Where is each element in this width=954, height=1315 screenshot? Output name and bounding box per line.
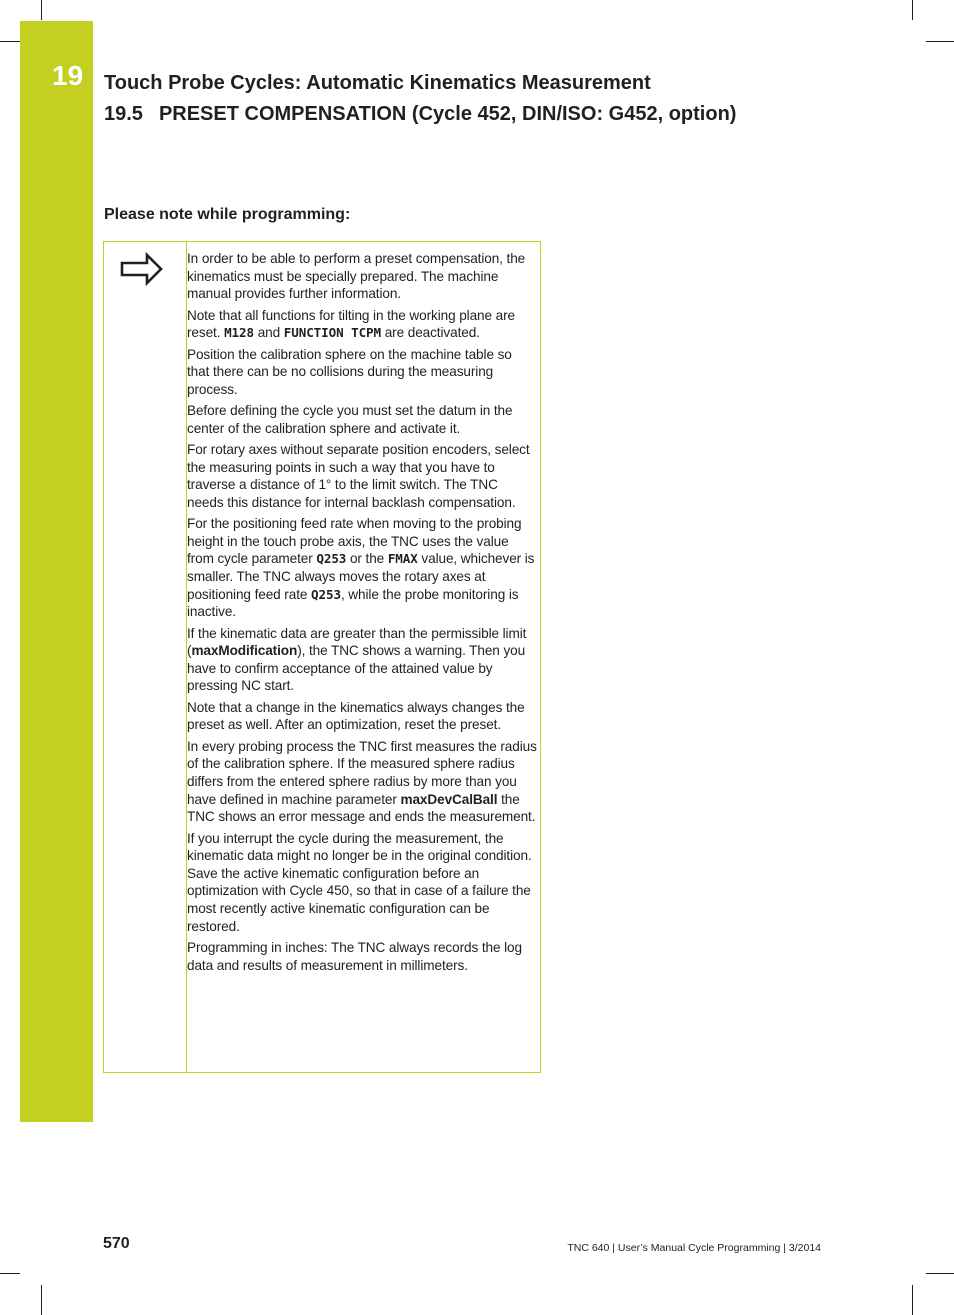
crop-mark bbox=[926, 41, 954, 42]
code-m128: M128 bbox=[224, 325, 255, 341]
code-q253: Q253 bbox=[311, 586, 341, 602]
param-maxdevcalball: maxDevCalBall bbox=[400, 791, 498, 807]
crop-mark bbox=[0, 41, 20, 42]
note-paragraph: For rotary axes without separate position encoders, select the measuring points in such a way that you have to traverse a distance of 1° to the limit switch. The TNC needs this distance for internal backlash compensation. bbox=[187, 442, 530, 510]
note-paragraph bbox=[187, 515, 537, 621]
code-fmax: FMAX bbox=[387, 551, 418, 567]
chapter-number: 19 bbox=[52, 60, 84, 91]
note-text: , while the probe monitoring is inactive. bbox=[187, 586, 519, 620]
code-function-tcpm: FUNCTION TCPM bbox=[283, 325, 382, 341]
crop-mark bbox=[41, 1285, 42, 1315]
crop-mark bbox=[926, 1273, 954, 1274]
page-number: 570 bbox=[103, 1235, 130, 1252]
note-text: value, whichever is smaller. The TNC always moves the rotary axes at positioning feed rate bbox=[187, 551, 535, 602]
note-paragraph bbox=[187, 625, 537, 695]
note-content bbox=[187, 250, 537, 978]
chapter-title: Touch Probe Cycles: Automatic Kinematics Measurement bbox=[104, 72, 651, 94]
note-text: Note that all functions for tilting in the working plane are reset. bbox=[187, 307, 515, 341]
note-paragraph: Before defining the cycle you must set the datum in the center of the calibration sphere and activate it. bbox=[187, 403, 513, 436]
note-paragraph: Note that a change in the kinematics always changes the preset as well. After an optimization, reset the preset. bbox=[187, 699, 525, 733]
note-text: In every probing process the TNC first measures the radius of the calibration sphere. If the measured sphere radius differs from the entered sphere radius by more than you have defined in machine parameter bbox=[187, 738, 537, 807]
note-paragraph bbox=[187, 307, 537, 342]
note-text: or the bbox=[346, 551, 388, 567]
note-text: For the positioning feed rate when moving to the probing height in the touch probe axis, the TNC uses the value from cycle parameter bbox=[187, 516, 522, 567]
note-text: ), the TNC shows a warning. Then you have to confirm acceptance of the attained value by pressing NC start. bbox=[187, 643, 526, 694]
note-paragraph bbox=[187, 738, 537, 826]
note-paragraph: Programming in inches: The TNC always records the log data and results of measurement in millimeters. bbox=[187, 939, 522, 973]
crop-mark bbox=[0, 1273, 20, 1274]
note-heading: Please note while programming: bbox=[104, 206, 351, 223]
code-q253: Q253 bbox=[316, 551, 347, 567]
footer-text: TNC 640 | User’s Manual Cycle Programming | 3/2014 bbox=[567, 1242, 821, 1254]
crop-mark bbox=[912, 1285, 913, 1315]
note-box bbox=[103, 241, 541, 1073]
arrow-right-icon bbox=[119, 252, 165, 291]
note-text: are deactivated. bbox=[381, 325, 480, 341]
chapter-sidebar bbox=[20, 21, 93, 1122]
crop-mark bbox=[41, 0, 42, 20]
section-title-text: PRESET COMPENSATION (Cycle 452, DIN/ISO: G452, option) bbox=[158, 103, 737, 125]
section-title bbox=[104, 103, 736, 126]
note-paragraph: Position the calibration sphere on the machine table so that there can be no collisions during the measuring process. bbox=[187, 346, 512, 397]
note-text: If the kinematic data are greater than the permissible limit ( bbox=[187, 625, 527, 659]
note-text: the TNC shows an error message and ends the measurement. bbox=[187, 791, 536, 825]
param-maxmodification: maxModification bbox=[191, 643, 298, 659]
note-paragraph: If you interrupt the cycle during the measurement, the kinematic data might no longer be in the original condition. Save the active kinematic configuration before an optimization with Cycle 450, so that in case of a failure the most recently active kinematic configuration can be restored. bbox=[187, 830, 532, 934]
section-number: 19.5 bbox=[104, 103, 143, 125]
note-text: and bbox=[254, 325, 284, 341]
crop-mark bbox=[912, 0, 913, 20]
note-paragraph: In order to be able to perform a preset compensation, the kinematics must be specially prepared. The machine manual provides further information. bbox=[187, 251, 526, 302]
